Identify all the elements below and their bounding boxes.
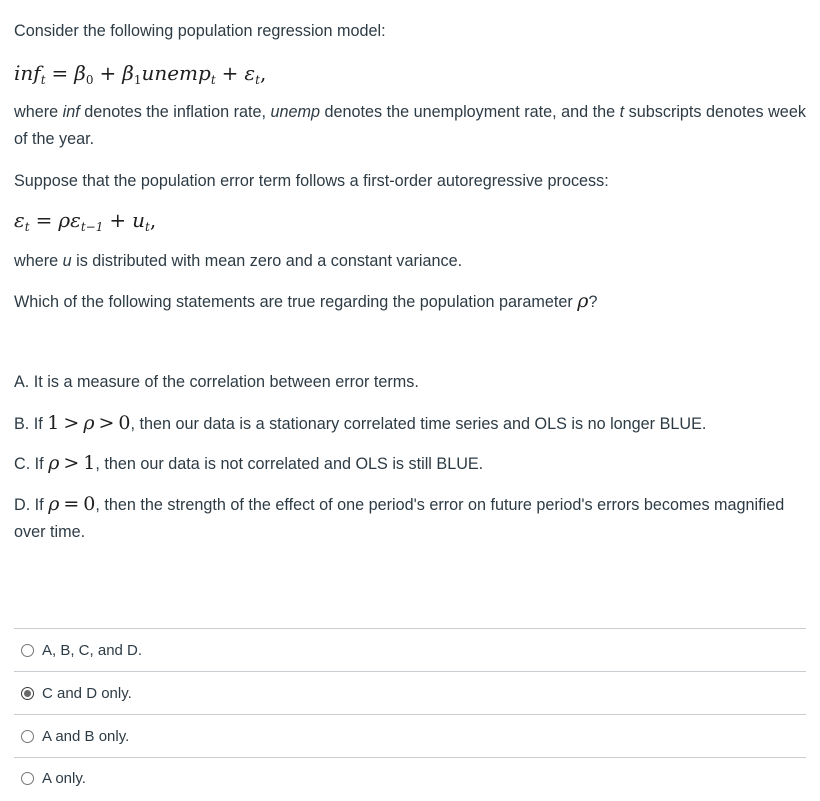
statement-d-eq: = xyxy=(63,493,80,515)
answer-label: A, B, C, and D. xyxy=(42,641,143,659)
question-prompt xyxy=(14,288,806,316)
regression-equation xyxy=(14,60,806,94)
ar-rho-epsilon-sub: t−1 xyxy=(80,220,104,234)
ar-u-sub: t xyxy=(145,220,150,234)
answer-option-3[interactable] xyxy=(14,714,806,757)
suppose-text: Suppose that the population error term follows a first-order autoregressive process: xyxy=(14,172,609,190)
statement-b-prefix: B. If xyxy=(14,415,48,433)
answer-option-4[interactable] xyxy=(14,757,806,798)
statement-c-gt: > xyxy=(63,452,80,474)
which-rho: ρ xyxy=(577,290,589,312)
statement-b-one: 1 xyxy=(47,412,60,434)
eq-unemp: unemp xyxy=(141,61,211,85)
statement-b-gt1: > xyxy=(63,412,80,434)
answer-label: A only. xyxy=(42,769,86,787)
statement-d xyxy=(14,491,806,546)
where1-t: t xyxy=(619,103,625,121)
statement-c xyxy=(14,450,806,478)
where2-u: u xyxy=(62,252,72,270)
ar-equation xyxy=(14,207,806,241)
eq-comma: , xyxy=(259,61,267,85)
radio-button[interactable] xyxy=(21,644,34,657)
statement-d-zero: 0 xyxy=(83,493,96,515)
statement-b-zero: 0 xyxy=(118,412,131,434)
radio-button[interactable] xyxy=(21,772,34,785)
intro-text: Consider the following population regression model: xyxy=(14,22,386,40)
statement-c-suffix: , then our data is not correlated and OLS is still BLUE. xyxy=(95,455,484,473)
ar-plus: + xyxy=(109,208,127,232)
eq-inf: inf xyxy=(14,61,41,85)
error-definition xyxy=(14,248,806,275)
statement-b-gt2: > xyxy=(98,412,115,434)
answer-list xyxy=(14,628,806,798)
which-b: ? xyxy=(588,293,598,311)
eq-beta0-sub: 0 xyxy=(85,73,94,87)
where1-inf: inf xyxy=(62,103,80,121)
question-intro xyxy=(14,18,806,45)
where2-b: is distributed with mean zero and a constant variance. xyxy=(71,252,463,270)
where1-c: denotes the unemployment rate, and the xyxy=(319,103,620,121)
ar-u: u xyxy=(132,208,145,232)
statement-c-one: 1 xyxy=(83,452,96,474)
eq-plus2: + xyxy=(221,61,239,85)
where1-unemp: unemp xyxy=(270,103,320,121)
answer-option-1[interactable] xyxy=(14,628,806,671)
ar-epsilon: ε xyxy=(14,208,25,232)
statement-a xyxy=(14,369,806,396)
eq-epsilon: ε xyxy=(244,61,256,85)
radio-button-selected[interactable] xyxy=(21,687,34,700)
ar-rho-epsilon: ρε xyxy=(58,208,81,232)
statement-b xyxy=(14,410,806,438)
where1-b: denotes the inflation rate, xyxy=(79,103,271,121)
where1-d: subscripts denotes week of the year. xyxy=(14,103,806,148)
which-a: Which of the following statements are true regarding the population parameter xyxy=(14,293,578,311)
statement-d-suffix: , then the strength of the effect of one period's error on future period's errors becomes magnified over time. xyxy=(14,496,785,541)
ar-equals: = xyxy=(35,208,53,232)
radio-button[interactable] xyxy=(21,730,34,743)
eq-beta0: β xyxy=(74,61,86,85)
statement-d-rho: ρ xyxy=(48,493,60,515)
statement-c-prefix: C. If xyxy=(14,455,49,473)
where2-a: where xyxy=(14,252,63,270)
answer-option-2[interactable] xyxy=(14,671,806,714)
eq-inf-sub: t xyxy=(40,73,46,87)
ar-intro xyxy=(14,168,806,195)
statement-d-prefix: D. If xyxy=(14,496,49,514)
statement-a-text: A. It is a measure of the correlation between error terms. xyxy=(14,373,419,391)
where1-a: where xyxy=(14,103,63,121)
eq-equals: = xyxy=(51,61,69,85)
answer-label: C and D only. xyxy=(42,684,132,702)
variable-definitions xyxy=(14,99,806,153)
ar-comma: , xyxy=(149,208,157,232)
statement-b-rho: ρ xyxy=(83,412,95,434)
eq-beta1-sub: 1 xyxy=(133,73,142,87)
eq-unemp-sub: t xyxy=(210,73,216,87)
statement-b-suffix: , then our data is a stationary correlated time series and OLS is no longer BLUE. xyxy=(130,415,707,433)
ar-epsilon-sub: t xyxy=(24,220,30,234)
eq-epsilon-sub: t xyxy=(255,73,260,87)
eq-beta1: β xyxy=(122,61,134,85)
statement-c-rho: ρ xyxy=(48,452,60,474)
eq-plus1: + xyxy=(99,61,117,85)
answer-label: A and B only. xyxy=(42,727,130,745)
